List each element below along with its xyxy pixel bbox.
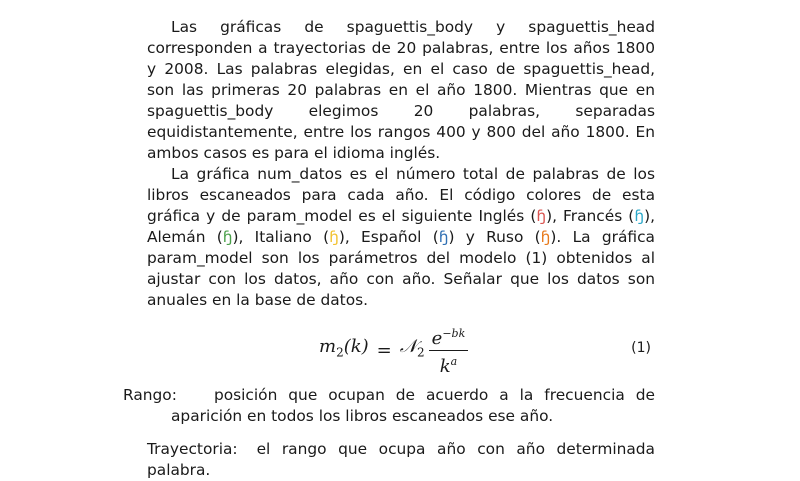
definition-term: Trayectoria: [147,440,238,458]
equation-numerator-base: e [431,327,443,349]
equation-equals: = [376,339,392,361]
paragraph-text-1: La gráfica num_datos es el número total de palabras de los libros escaneados para cada año. El código colores de esta gráfica y de param_model es el siguiente Inglés ( [147,165,655,225]
equation-lhs-symbol: m [319,336,337,358]
equation-numerator [429,324,469,351]
definition-term: Rango: [123,386,177,404]
equation-number: (1) [631,340,651,356]
equation-lhs-sub: 2 [336,345,344,360]
equation-body [319,325,468,375]
equation-rhs-symbol: 𝒩 [399,336,418,358]
paragraph-spaguettis-text: Las gráficas de spaguettis_body y spaguettis_head corresponden a trayectorias de 20 palabras, entre los años 1800 y 2008. Las palabras elegidas, en el caso de spaguettis_head, son las primeras 20 palabras en el año 1800. Mientras que en spaguettis_body elegimos 20 palabras, separadas equidistantemente, entre los rangos 400 y 800 del año 1800. En ambos casos es para el idioma inglés. [147,18,655,162]
swatch-espanol-icon: ɧ [438,228,449,246]
equation-lhs [319,336,369,364]
equation-denominator-base: k [439,355,451,377]
paragraph-text-2: ), Francés ( [546,207,635,225]
swatch-ruso-icon: ɧ [540,228,551,246]
swatch-ingles-icon: ɧ [536,207,547,225]
equation-model [147,321,655,379]
paragraph-spaguettis [147,17,655,164]
paragraph-text-6: ) y Ruso ( [448,228,541,246]
definition-text: posición que ocupan de acuerdo a la frecuencia de aparición en todos los libros escaneados ese año. [171,386,655,425]
document-page [123,17,655,481]
equation-denominator-exp: a [450,354,458,368]
equation-rhs-factor [400,336,425,364]
equation-numerator-exp: −bk [442,326,466,340]
swatch-italiano-icon: ɧ [329,228,339,246]
definition-rango [123,385,655,427]
definition-trayectoria [147,439,655,481]
paragraph-text-3: ), Alemán ( [147,207,655,246]
paragraph-color-code [147,164,655,311]
swatch-frances-icon: ɧ [634,207,645,225]
equation-fraction [429,324,469,377]
paragraph-text-7: ). La gráfica param_model son los parámetros del modelo (1) obtenidos al ajustar con los datos, año con año. Señalar que los datos son anuales en la base de datos. [147,228,655,309]
definition-text: el rango que ocupa año con año determinada palabra. [147,440,655,479]
swatch-aleman-icon: ɧ [222,228,233,246]
paragraph-text-4: ), Italiano ( [232,228,330,246]
equation-lhs-arg: (k) [343,336,369,358]
equation-denominator [440,351,457,377]
paragraph-text-5: ), Español ( [338,228,439,246]
equation-rhs-sub: 2 [417,345,425,360]
